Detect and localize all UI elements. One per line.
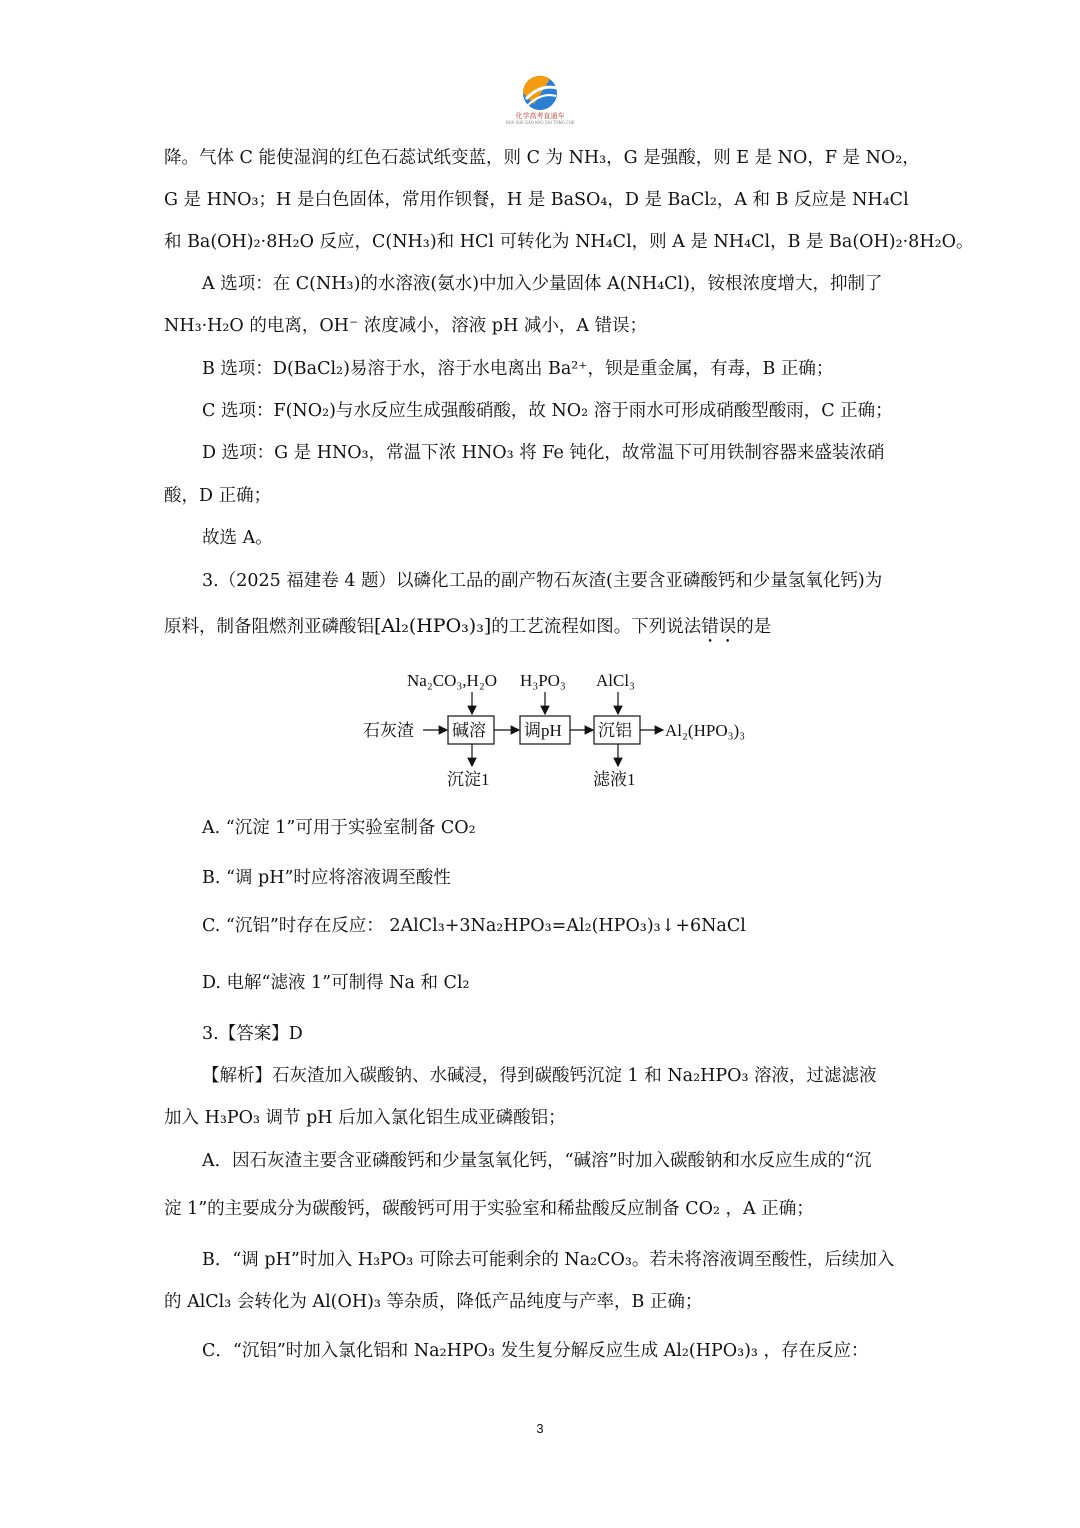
text-line: 和 Ba(OH)₂·8H₂O 反应，C(NH₃)和 HCl 可转化为 NH₄Cl，则 A 是 NH₄Cl，B 是 Ba(OH)₂·8H₂O。	[164, 232, 974, 252]
process-flowchart	[355, 660, 775, 800]
text-line: G 是 HNO₃；H 是白色固体，常用作钡餐，H 是 BaSO₄，D 是 BaCl₂，A 和 B 反应是 NH₄Cl	[164, 190, 909, 210]
logo-text: 化学高考直通车	[515, 112, 565, 120]
analysis-line: A．因石灰渣主要含亚磷酸钙和少量氢氧化钙，“碱溶”时加入碳酸钠和水反应生成的“沉	[202, 1151, 872, 1171]
step-2: 调pH	[524, 721, 562, 740]
option-a-analysis: A 选项：在 C(NH₃)的水溶液(氨水)中加入少量固体 A(NH₄Cl)，铵根浓度增大，抑制了	[202, 274, 883, 294]
text-line: 酸，D 正确；	[164, 486, 272, 506]
analysis-line: 加入 H₃PO₃ 调节 pH 后加入氯化铝生成亚磷酸铝；	[164, 1108, 566, 1128]
option-c: C. “沉铝”时存在反应： 2AlCl₃+3Na₂HPO₃=Al₂(HPO₃)₃↓+6NaCl	[202, 916, 746, 936]
byproduct-2: 滤液1	[593, 770, 636, 789]
emphasis-text: 错误	[701, 617, 737, 637]
logo-subtext: HUA XUE GAO KAO ZHI TONG CHE	[505, 120, 575, 125]
option-d-analysis: D 选项：G 是 HNO₃，常温下浓 HNO₃ 将 Fe 钝化，故常温下可用铁制容器来盛装浓硝	[202, 443, 885, 463]
analysis-line: 【解析】石灰渣加入碳酸钠、水碱浸，得到碳酸钙沉淀 1 和 Na₂HPO₃ 溶液，过滤滤液	[202, 1066, 877, 1086]
publisher-logo	[500, 74, 580, 134]
page-number: 3	[536, 1421, 544, 1436]
analysis-line: 淀 1”的主要成分为碳酸钙，碳酸钙可用于实验室和稀盐酸反应制备 CO₂ ，A 正确；	[164, 1199, 814, 1219]
analysis-line: C．“沉铝”时加入氯化铝和 Na₂HPO₃ 发生复分解反应生成 Al₂(HPO₃)₃ ，存在反应：	[202, 1341, 869, 1361]
logo-globe-icon	[520, 74, 560, 112]
analysis-line: 的 AlCl₃ 会转化为 Al(OH)₃ 等杂质，降低产品纯度与产率，B 正确；	[164, 1292, 703, 1312]
analysis-line: B．“调 pH”时加入 H₃PO₃ 可除去可能剩余的 Na₂CO₃。若未将溶液调至酸性，后续加入	[202, 1250, 895, 1270]
formula: [Al₂(HPO₃)₃]	[374, 615, 492, 637]
option-a: A. “沉淀 1”可用于实验室制备 CO₂	[202, 818, 476, 838]
reagent-1: Na₂CO₃,H₂O	[407, 671, 498, 690]
option-c-analysis: C 选项：F(NO₂)与水反应生成强酸硝酸，故 NO₂ 溶于雨水可形成硝酸型酸雨，C 正确；	[202, 401, 893, 421]
step-1: 碱溶	[452, 721, 486, 740]
answer-label: 3.【答案】D	[202, 1024, 303, 1044]
option-b-analysis: B 选项：D(BaCl₂)易溶于水，溶于水电离出 Ba²⁺，钡是重金属，有毒，B 正确；	[202, 359, 834, 379]
option-d: D. 电解“滤液 1”可制得 Na 和 Cl₂	[202, 973, 470, 993]
reagent-2: H₃PO₃	[520, 671, 566, 690]
input-label: 石灰渣	[363, 721, 414, 740]
option-b: B. “调 pH”时应将溶液调至酸性	[202, 868, 451, 888]
question-stem: 3.（2025 福建卷 4 题）以磷化工品的副产物石灰渣(主要含亚磷酸钙和少量氢氧化钙)为	[202, 571, 883, 591]
output-label: Al₂(HPO₃)₃	[665, 721, 746, 740]
reagent-3: AlCl₃	[596, 671, 635, 690]
step-3: 沉铝	[598, 721, 632, 740]
question-stem-line2: 原料，制备阻燃剂亚磷酸铝[Al₂(HPO₃)₃]的工艺流程如图。下列说法错误的是	[164, 615, 772, 637]
text-line: 降。气体 C 能使湿润的红色石蕊试纸变蓝，则 C 为 NH₃，G 是强酸，则 E 是 NO，F 是 NO₂，	[164, 148, 920, 168]
text-line: NH₃·H₂O 的电离，OH⁻ 浓度减小，溶液 pH 减小，A 错误；	[164, 316, 648, 336]
byproduct-1: 沉淀1	[447, 770, 490, 789]
conclusion: 故选 A。	[202, 528, 273, 548]
